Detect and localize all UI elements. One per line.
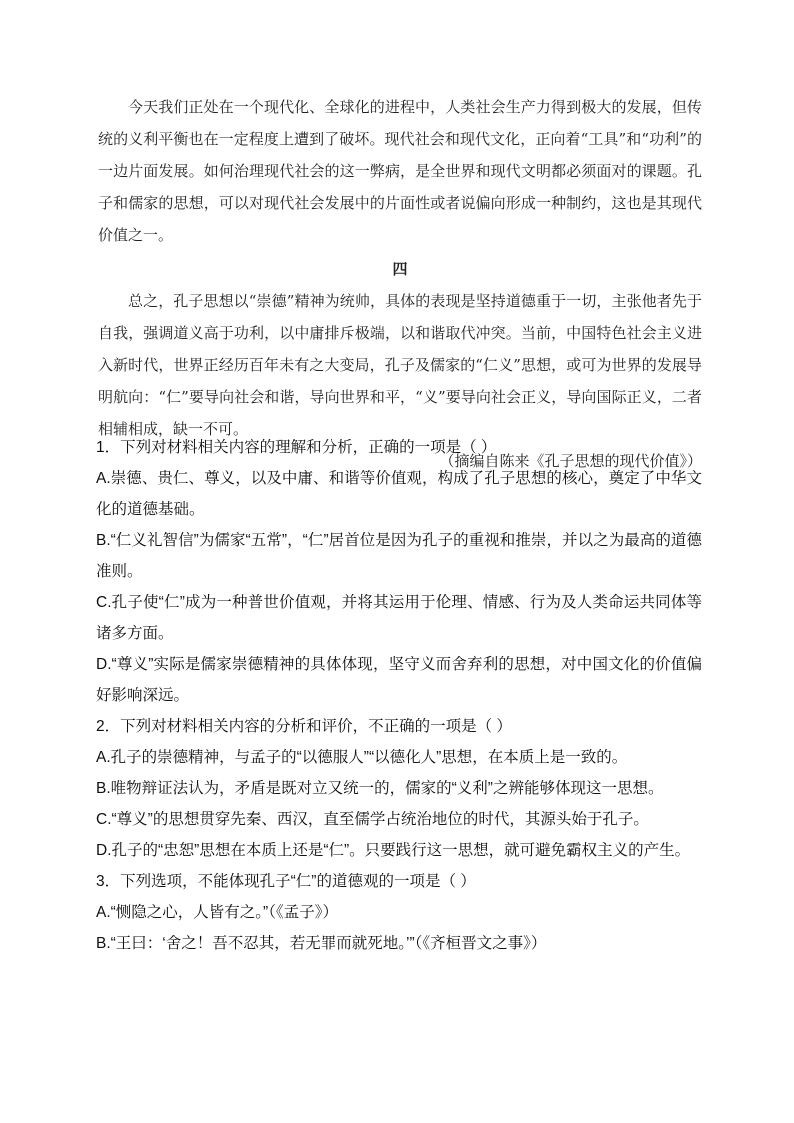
question-stem: 2．下列对材料相关内容的分析和评价，不正确的一项是（ ） — [96, 718, 512, 735]
option-c: C.孔子使“仁”成为一种普世价值观，并将其运用于伦理、情感、行为及人类命运共同体等诸多方面。 — [96, 594, 702, 642]
option-a: A.孔子的崇德精神，与孟子的“以德服人”“以德化人”思想，在本质上是一致的。 — [96, 749, 628, 766]
question-list — [96, 432, 702, 959]
option-d: D.孔子的“忠恕”思想在本质上还是“仁”。只要践行这一思想，就可避免霸权主义的产生。 — [96, 842, 691, 859]
section-number: 四 — [392, 260, 408, 278]
question-3 — [96, 866, 702, 959]
option-a: A.崇德、贵仁、尊义，以及中庸、和谐等价值观，构成了孔子思想的核心，奠定了中华文化的道德基础。 — [96, 470, 702, 518]
question-1 — [96, 432, 702, 711]
option-c: C.“尊义”的思想贯穿先秦、西汉，直至儒学占统治地位的时代，其源头始于孔子。 — [96, 811, 649, 828]
reading-passage — [98, 91, 702, 477]
passage-paragraph-1: 今天我们正处在一个现代化、全球化的进程中，人类社会生产力得到极大的发展，但传统的义利平衡也在一定程度上遭到了破坏。现代社会和现代文化，正向着“工具”和“功利”的一边片面发展。如何治理现代社会的这一弊病，是全世界和现代文明都必须面对的课题。孔子和儒家的思想，可以对现代社会发展中的片面性或者说偏向形成一种制约，这也是其现代价值之一。 — [98, 98, 702, 244]
option-b: B.“王曰：‘舍之！吾不忍其，若无罪而就死地。’”（《齐桓晋文之事》） — [96, 935, 547, 952]
option-b: B.唯物辩证法认为，矛盾是既对立又统一的，儒家的“义利”之辨能够体现这一思想。 — [96, 780, 664, 797]
question-2 — [96, 711, 702, 866]
option-d: D.“尊义”实际是儒家崇德精神的具体体现，坚守义而舍弃利的思想，对中国文化的价值偏好影响深远。 — [96, 656, 702, 704]
question-stem: 3．下列选项，不能体现孔子“仁”的道德观的一项是（ ） — [96, 873, 476, 890]
passage-source: （摘编自陈来《孔子思想的现代价值》） — [439, 452, 702, 470]
option-b: B.“仁义礼智信”为儒家“五常”，“仁”居首位是因为孔子的重视和推崇，并以之为最高的道德准则。 — [96, 532, 702, 580]
option-a: A.“恻隐之心，人皆有之。”（《孟子》） — [96, 904, 338, 921]
question-stem: 1．下列对材料相关内容的理解和分析，正确的一项是（ ） — [96, 439, 497, 456]
passage-paragraph-2: 总之，孔子思想以“崇德”精神为统帅，具体的表现是坚持道德重于一切，主张他者先于自我，强调道义高于功利，以中庸排斥极端，以和谐取代冲突。当前，中国特色社会主义进入新时代，世界正经历百年未有之大变局，孔子及儒家的“仁义”思想，或可为世界的发展导明航向：“仁”要导向社会和谐，导向世界和平，“义”要导向社会正义，导向国际正义，二者相辅相成，缺一不可。 — [98, 292, 702, 438]
